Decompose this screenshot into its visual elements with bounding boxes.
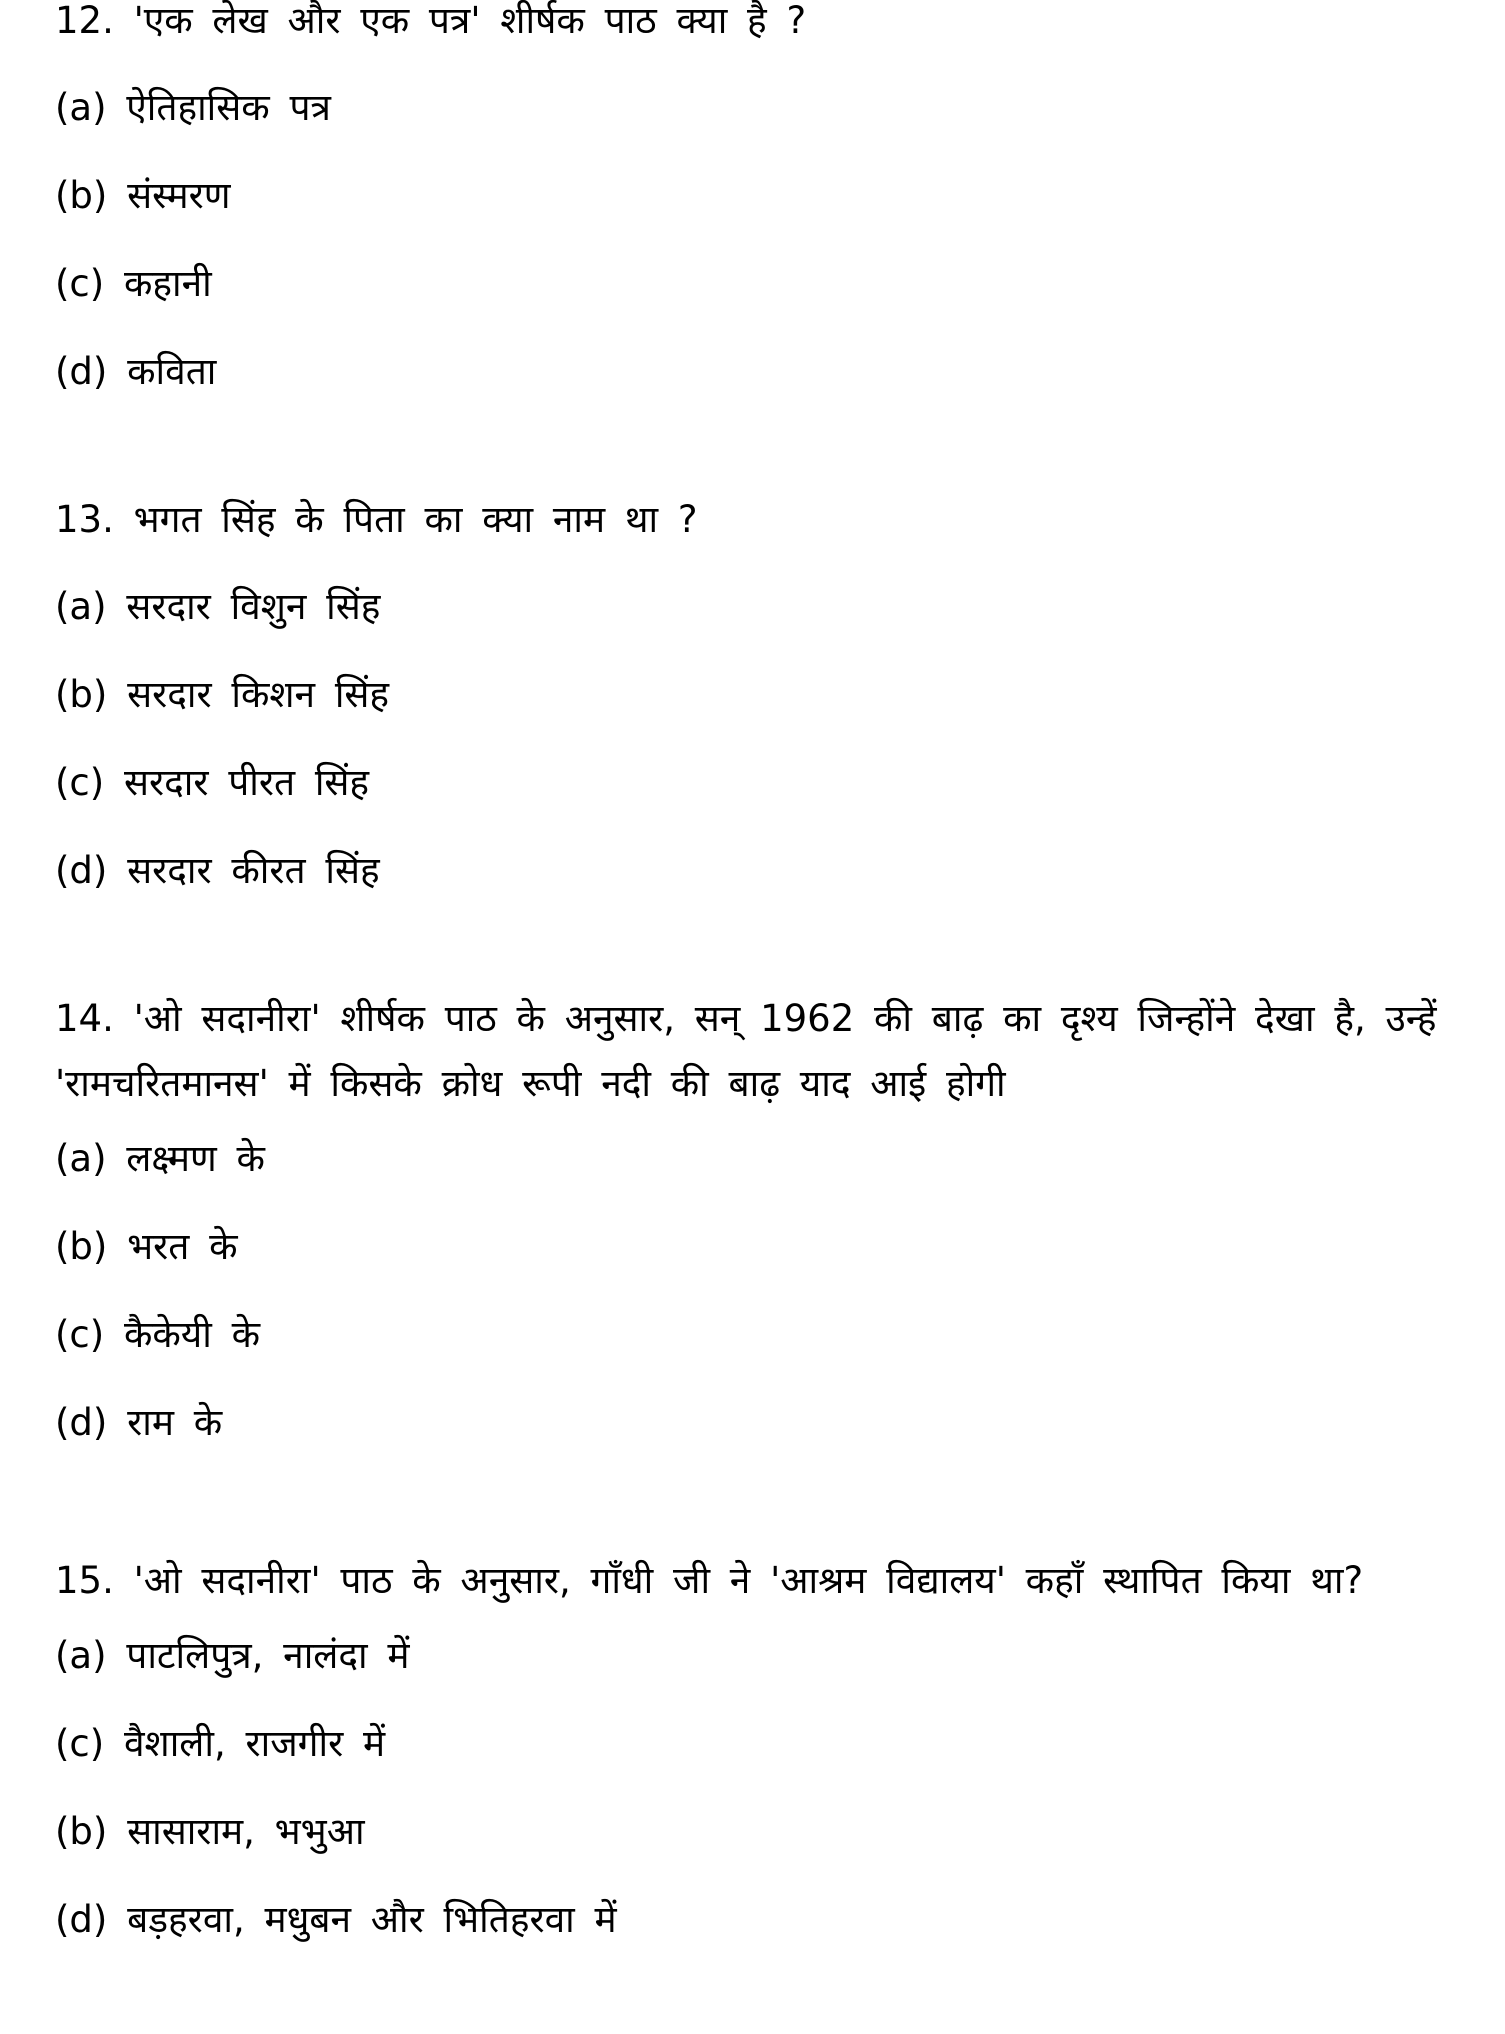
question-13 (55, 487, 1445, 896)
option-d: (d) सरदार कीरत सिंह (55, 849, 380, 892)
option-c: (c) कहानी (55, 262, 212, 305)
option-a: (a) सरदार विशुन सिंह (55, 585, 381, 628)
question-text: 13. भगत सिंह के पिता का क्या नाम था ? (55, 498, 698, 541)
question-text: 14. 'ओ सदानीरा' शीर्षक पाठ के अनुसार, सन् 1962 की बाढ़ का दृश्य जिन्होंने देखा है, उन्हें 'रामचरितमानस' में किसके क्रोध रूपी नदी की बाढ़ याद आई होगी (55, 997, 1437, 1105)
option-a: (a) पाटलिपुत्र, नालंदा में (55, 1634, 410, 1677)
option-a: (a) ऐतिहासिक पत्र (55, 86, 331, 129)
option-b: (b) सासाराम, भभुआ (55, 1810, 365, 1853)
question-text: 12. 'एक लेख और एक पत्र' शीर्षक पाठ क्या है ? (55, 0, 807, 42)
option-d: (d) कविता (55, 350, 217, 393)
option-b: (b) सरदार किशन सिंह (55, 673, 390, 716)
option-b: (b) संस्मरण (55, 174, 231, 217)
question-12 (55, 0, 1445, 397)
question-14 (55, 986, 1445, 1448)
option-c: (c) वैशाली, राजगीर में (55, 1722, 386, 1765)
option-c: (c) कैकेयी के (55, 1313, 261, 1356)
option-a: (a) लक्ष्मण के (55, 1137, 265, 1180)
option-b: (b) भरत के (55, 1225, 238, 1268)
option-c: (c) सरदार पीरत सिंह (55, 761, 370, 804)
question-15 (55, 1548, 1445, 1945)
option-d: (d) बड़हरवा, मधुबन और भितिहरवा में (55, 1898, 617, 1941)
option-d: (d) राम के (55, 1401, 223, 1444)
question-text: 15. 'ओ सदानीरा' पाठ के अनुसार, गाँधी जी ने 'आश्रम विद्यालय' कहाँ स्थापित किया था? (55, 1559, 1364, 1602)
